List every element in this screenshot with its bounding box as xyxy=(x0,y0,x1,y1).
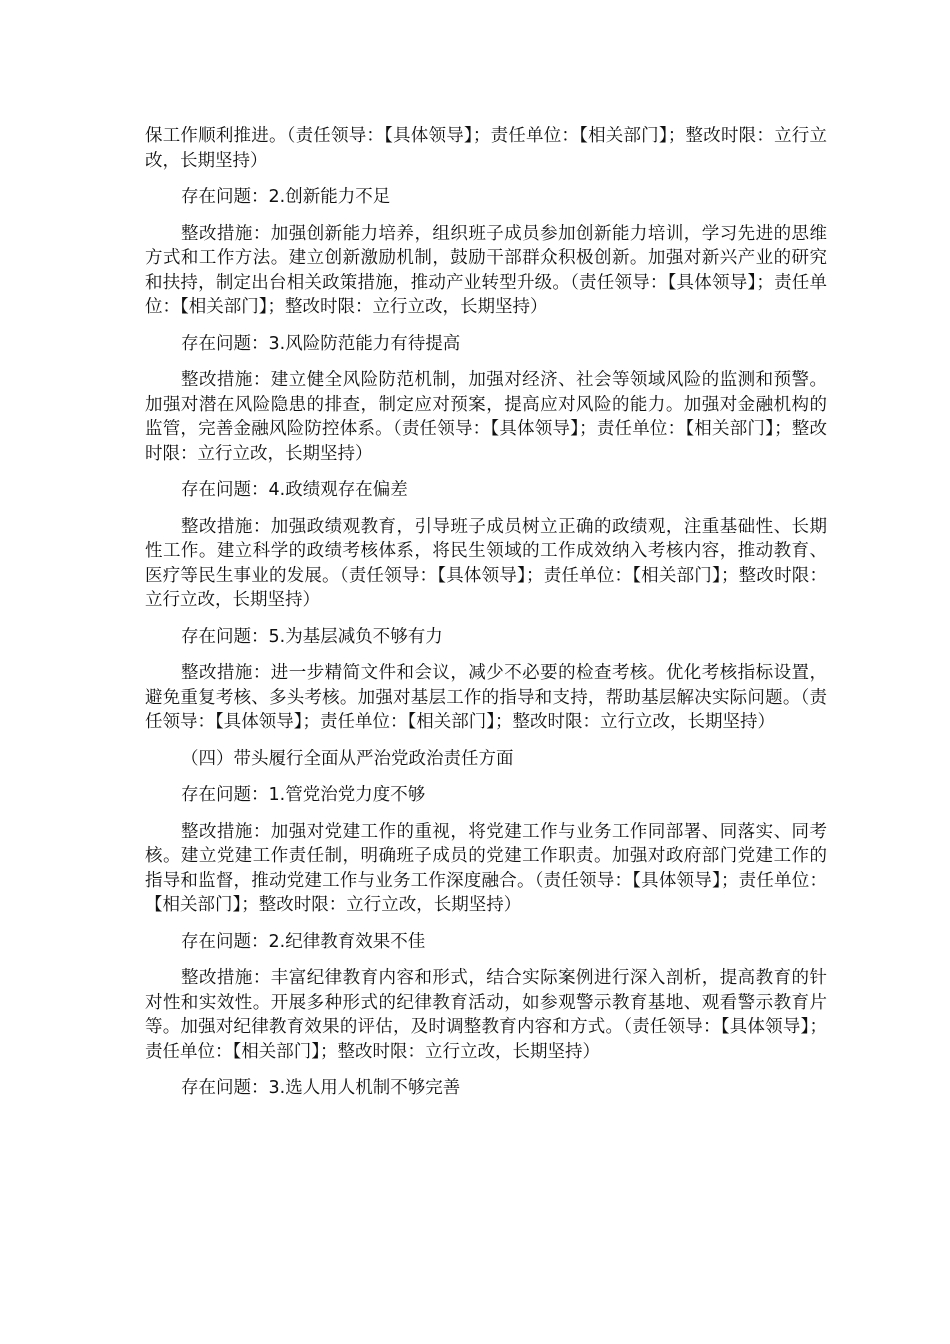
issue-heading: 存在问题：5.为基层减负不够有力 xyxy=(181,626,443,647)
issue-heading: 存在问题：2.纪律教育效果不佳 xyxy=(181,931,426,952)
measure-paragraph: 整改措施：丰富纪律教育内容和形式，结合实际案例进行深入剖析，提高教育的针对性和实效性。开展多种形式的纪律教育活动，如参观警示教育基地、观看警示教育片等。加强对纪律教育效果的评估，及时调整教育内容和方式。（责任领导：【具体领导】；责任单位：【相关部门】；整改时限：立行立改，长期坚持） xyxy=(145,968,827,1062)
paragraph-continuation: 保工作顺利推进。（责任领导：【具体领导】；责任单位：【相关部门】；整改时限：立行立改，长期坚持） xyxy=(145,126,827,171)
measure-paragraph: 整改措施：进一步精简文件和会议，减少不必要的检查考核。优化考核指标设置，避免重复考核、多头考核。加强对基层工作的指导和支持，帮助基层解决实际问题。（责任领导：【具体领导】；责任单位：【相关部门】；整改时限：立行立改，长期坚持） xyxy=(145,663,827,732)
measure-paragraph: 整改措施：加强创新能力培养，组织班子成员参加创新能力培训，学习先进的思维方式和工作方法。建立创新激励机制，鼓励干部群众积极创新。加强对新兴产业的研究和扶持，制定出台相关政策措施，推动产业转型升级。（责任领导：【具体领导】；责任单位：【相关部门】；整改时限：立行立改，长期坚持） xyxy=(145,223,827,317)
document-page xyxy=(145,124,827,1113)
section-heading: （四）带头履行全面从严治党政治责任方面 xyxy=(181,748,514,769)
issue-heading: 存在问题：3.风险防范能力有待提高 xyxy=(181,333,461,354)
measure-paragraph: 整改措施：加强对党建工作的重视，将党建工作与业务工作同部署、同落实、同考核。建立党建工作责任制，明确班子成员的党建工作职责。加强对政府部门党建工作的指导和监督，推动党建工作与业务工作深度融合。（责任领导：【具体领导】；责任单位：【相关部门】；整改时限：立行立改，长期坚持） xyxy=(145,821,827,915)
issue-heading: 存在问题：4.政绩观存在偏差 xyxy=(181,480,408,500)
measure-paragraph: 整改措施：建立健全风险防范机制，加强对经济、社会等领域风险的监测和预警。加强对潜在风险隐患的排查，制定应对预案，提高应对风险的能力。加强对金融机构的监管，完善金融风险防控体系。（责任领导：【具体领导】；责任单位：【相关部门】；整改时限：立行立改，长期坚持） xyxy=(145,370,827,464)
issue-heading: 存在问题：2.创新能力不足 xyxy=(181,187,391,207)
issue-heading: 存在问题：1.管党治党力度不够 xyxy=(181,785,426,805)
measure-paragraph: 整改措施：加强政绩观教育，引导班子成员树立正确的政绩观，注重基础性、长期性工作。建立科学的政绩考核体系，将民生领域的工作成效纳入考核内容，推动教育、医疗等民生事业的发展。（责任领导：【具体领导】；责任单位：【相关部门】；整改时限：立行立改，长期坚持） xyxy=(145,516,827,610)
issue-heading: 存在问题：3.选人用人机制不够完善 xyxy=(181,1078,461,1098)
